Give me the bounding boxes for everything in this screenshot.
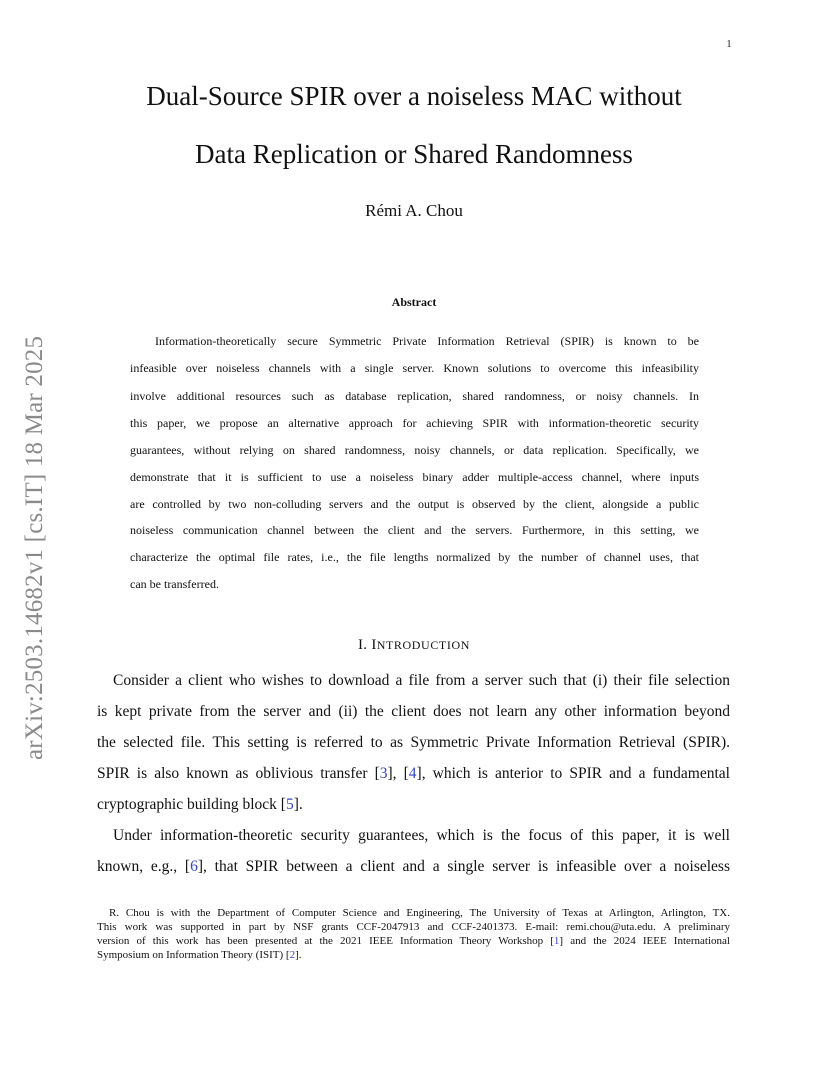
body-text: cryptographic building block [ xyxy=(97,796,286,813)
footnote-text: version of this work has been presented at the 2021 IEEE Information Theory Workshop [ xyxy=(97,935,554,947)
paper-title-line-2: Data Replication or Shared Randomness xyxy=(195,139,633,169)
abstract-heading: Abstract xyxy=(391,295,437,309)
citation-link[interactable]: 3 xyxy=(379,765,388,782)
footnote-text: ] and the 2024 IEEE International xyxy=(559,935,730,947)
section-title-initial: I xyxy=(371,637,377,653)
body-text-line xyxy=(97,764,730,784)
page-number: 1 xyxy=(726,39,732,50)
abstract-line: Information-theoretically secure Symmetric Private Information Retrieval (SPIR) is known to be xyxy=(155,334,699,348)
abstract-line: characterize the optimal file rates, i.e., the file lengths normalized by the number of channel uses, that xyxy=(130,550,699,564)
footnote-text: ]. xyxy=(295,949,302,961)
body-text-line: the selected file. This setting is referred to as Symmetric Private Information Retrieval (SPIR). xyxy=(97,734,730,751)
body-text-line xyxy=(97,857,730,877)
body-text: ], which is anterior to SPIR and a fundamental xyxy=(416,765,730,782)
footnote-line: This work was supported in part by NSF grants CCF-2047913 and CCF-2401373. E-mail: remi.chou@uta.edu. A preliminary xyxy=(97,921,730,933)
body-text-line: Under information-theoretic security guarantees, which is the focus of this paper, it is well xyxy=(113,827,730,844)
abstract-line: infeasible over noiseless channels with a single server. Known solutions to overcome this infeasibility xyxy=(130,361,699,375)
footnote-text: Symposium on Information Theory (ISIT) [ xyxy=(97,949,290,961)
citation-link[interactable]: 2 xyxy=(289,949,296,961)
footnote-line xyxy=(97,934,730,948)
section-numeral: I. xyxy=(358,637,368,653)
abstract-line: are controlled by two non-colluding servers and the output is observed by the client, alongside a public xyxy=(130,497,699,511)
paper-title-line-1: Dual-Source SPIR over a noiseless MAC without xyxy=(146,81,682,111)
footnote-line: R. Chou is with the Department of Computer Science and Engineering, The University of Texas at Arlington, Arlington, TX. xyxy=(109,907,730,919)
body-text-line: is kept private from the server and (ii) the client does not learn any other information beyond xyxy=(97,703,730,720)
footnote-line xyxy=(97,948,730,962)
section-heading-introduction xyxy=(92,635,736,655)
body-text-line xyxy=(97,795,730,815)
body-text: ], that SPIR between a client and a single server is infeasible over a noiseless xyxy=(197,858,730,875)
abstract-line: this paper, we propose an alternative approach for achieving SPIR with information-theoretic security xyxy=(130,416,699,430)
abstract-line: can be transferred. xyxy=(130,577,219,591)
body-text: ], [ xyxy=(387,765,409,782)
body-text: ]. xyxy=(293,796,303,813)
author-name: Rémi A. Chou xyxy=(365,201,463,220)
body-text: known, e.g., [ xyxy=(97,858,191,875)
body-text-line: Consider a client who wishes to download a file from a server such that (i) their file selection xyxy=(113,672,730,689)
citation-link[interactable]: 4 xyxy=(408,765,417,782)
section-title-rest: NTRODUCTION xyxy=(376,638,470,652)
abstract-line: demonstrate that it is sufficient to use a noiseless binary adder multiple-access channel, where inputs xyxy=(130,470,699,484)
abstract-line: noiseless communication channel between the client and the servers. Furthermore, in this setting, we xyxy=(130,523,699,537)
citation-link[interactable]: 1 xyxy=(553,935,560,947)
citation-link[interactable]: 6 xyxy=(190,858,198,875)
body-text: SPIR is also known as oblivious transfer [ xyxy=(97,765,380,782)
citation-link[interactable]: 5 xyxy=(285,796,294,813)
abstract-line: involve additional resources such as database replication, shared randomness, or noisy channels. In xyxy=(130,389,699,403)
abstract-line: guarantees, without relying on shared randomness, noisy channels, or data replication. Specifically, we xyxy=(130,443,699,457)
arxiv-identifier-stamp: arXiv:2503.14682v1 [cs.IT] 18 Mar 2025 xyxy=(21,335,48,760)
